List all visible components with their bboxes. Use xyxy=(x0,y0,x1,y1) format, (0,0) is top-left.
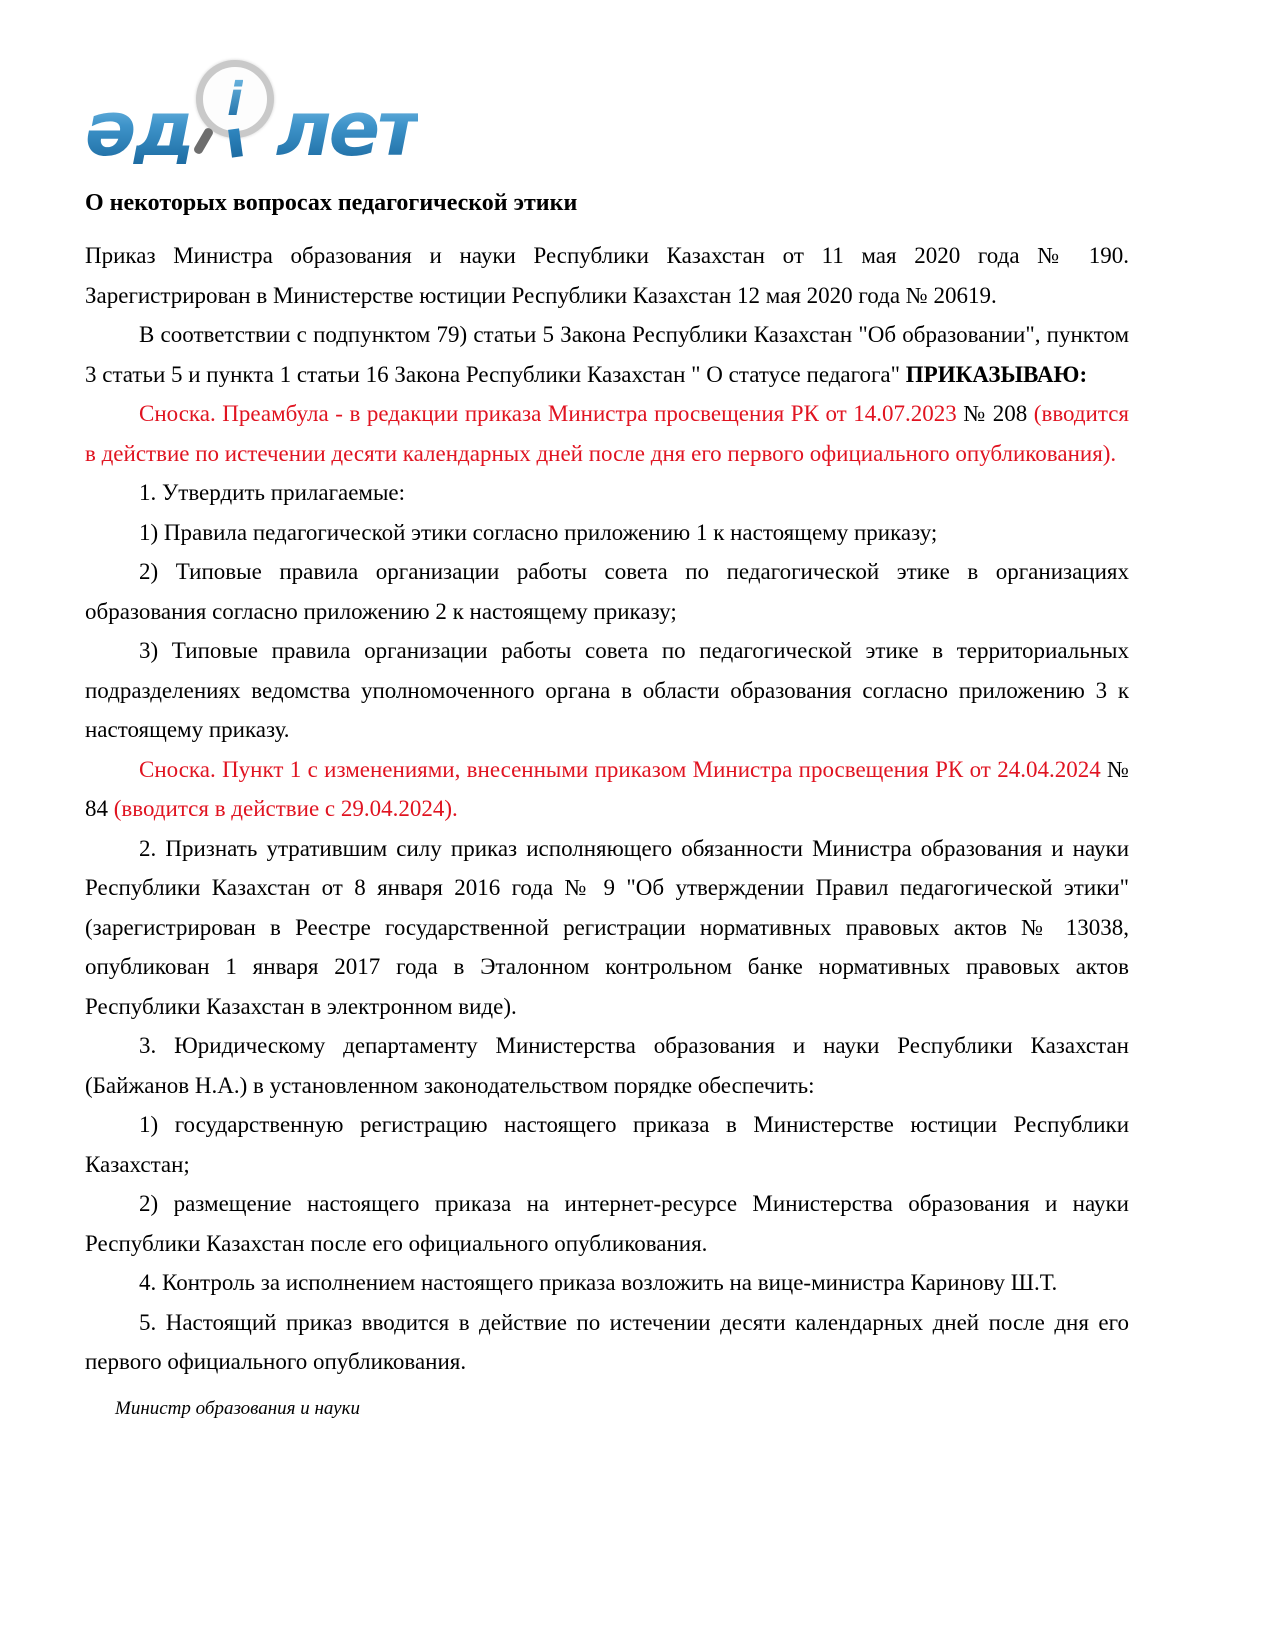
document-paragraph xyxy=(85,1105,1129,1184)
logo-text-right: лет xyxy=(275,84,419,174)
document-paragraph xyxy=(85,315,1129,394)
document-paragraph xyxy=(85,631,1129,750)
document-paragraph xyxy=(85,1263,1129,1303)
magnifier-icon xyxy=(196,60,274,138)
text-segment: 5. Настоящий приказ вводится в действие по истечении десяти календарных дней после дня его первого официального опубликования. xyxy=(85,1309,1129,1374)
text-segment: (вводится в действие с 29.04.2024). xyxy=(113,796,458,821)
document-paragraph xyxy=(85,552,1129,631)
logo-text-left: әд xyxy=(85,84,192,174)
text-segment: № 84 xyxy=(85,756,1129,821)
text-segment: 3) Типовые правила организации работы совета по педагогической этике в территориальных подразделениях ведомства уполномоченного органа в области образования согласно приложению 3 к настоящему приказу. xyxy=(85,638,1129,742)
document-paragraph xyxy=(85,1184,1129,1263)
document-body xyxy=(85,236,1129,1382)
text-segment: (вводится в действие по истечении десяти календарных дней после дня его первого официального опубликования). xyxy=(85,401,1129,466)
document-paragraph xyxy=(85,236,1129,315)
document-paragraph xyxy=(85,829,1129,1027)
text-segment: В соответствии с подпунктом 79) статьи 5 Закона Республики Казахстан "Об образовании", пунктом 3 статьи 5 и пункта 1 статьи 16 Закона Республики Казахстан " О статусе педагога" xyxy=(85,322,1129,387)
text-segment: 1) Правила педагогической этики согласно приложению 1 к настоящему приказу; xyxy=(139,519,938,545)
text-segment: ПРИКАЗЫВАЮ: xyxy=(905,361,1088,387)
logo-letter-i: і xyxy=(227,72,243,126)
logo-letter-stem xyxy=(228,128,243,157)
document-paragraph xyxy=(85,473,1129,513)
text-segment: 1) государственную регистрацию настоящего приказа в Министерстве юстиции Республики Казахстан; xyxy=(85,1112,1129,1177)
document-paragraph xyxy=(85,1026,1129,1105)
text-segment: 1. Утвердить прилагаемые: xyxy=(139,480,406,505)
text-segment: 3. Юридическому департаменту Министерства образования и науки Республики Казахстан (Байжанов Н.А.) в установленном законодательством порядке обеспечить: xyxy=(85,1033,1129,1098)
text-segment: 2) размещение настоящего приказа на интернет-ресурсе Министерства образования и науки Республики Казахстан после его официального опубликования. xyxy=(85,1191,1129,1256)
footnote-paragraph xyxy=(85,394,1129,473)
adilet-logo xyxy=(85,72,1129,174)
document-title: О некоторых вопросах педагогической этики xyxy=(85,190,578,216)
magnifier-handle-icon xyxy=(193,127,215,156)
text-segment: № 208 xyxy=(963,401,1034,426)
text-segment: Сноска. Преамбула - в редакции приказа Министра просвещения РК от 14.07.2023 xyxy=(139,401,964,426)
document-paragraph xyxy=(85,1303,1129,1382)
text-segment: 2) Типовые правила организации работы совета по педагогической этике в организациях образования согласно приложению 2 к настоящему приказу; xyxy=(85,559,1129,624)
text-segment: 4. Контроль за исполнением настоящего приказа возложить на вице-министра Каринову Ш.Т. xyxy=(139,1270,1058,1295)
text-segment: 2. Признать утратившим силу приказ исполняющего обязанности Министра образования и науки Республики Казахстан от 8 января 2016 года № 9 "Об утверждении Правил педагогической этики" (зарегистрирован в Реестре государственной регистрации нормативных правовых актов № 13038, опубликован 1 января 2017 года в Эталонном контрольном банке нормативных правовых актов Республики Казахстан в электронном виде). xyxy=(85,835,1129,1019)
signature-line: Министр образования и науки xyxy=(115,1397,360,1419)
text-segment: Сноска. Пункт 1 с изменениями, внесенными приказом Министра просвещения РК от 24.04.2024 xyxy=(139,756,1108,782)
footnote-paragraph xyxy=(85,750,1129,829)
document-paragraph xyxy=(85,513,1129,553)
text-segment: Приказ Министра образования и науки Республики Казахстан от 11 мая 2020 года № 190. Зарегистрирован в Министерстве юстиции Республики Казахстан 12 мая 2020 года № 20619. xyxy=(85,243,1129,308)
